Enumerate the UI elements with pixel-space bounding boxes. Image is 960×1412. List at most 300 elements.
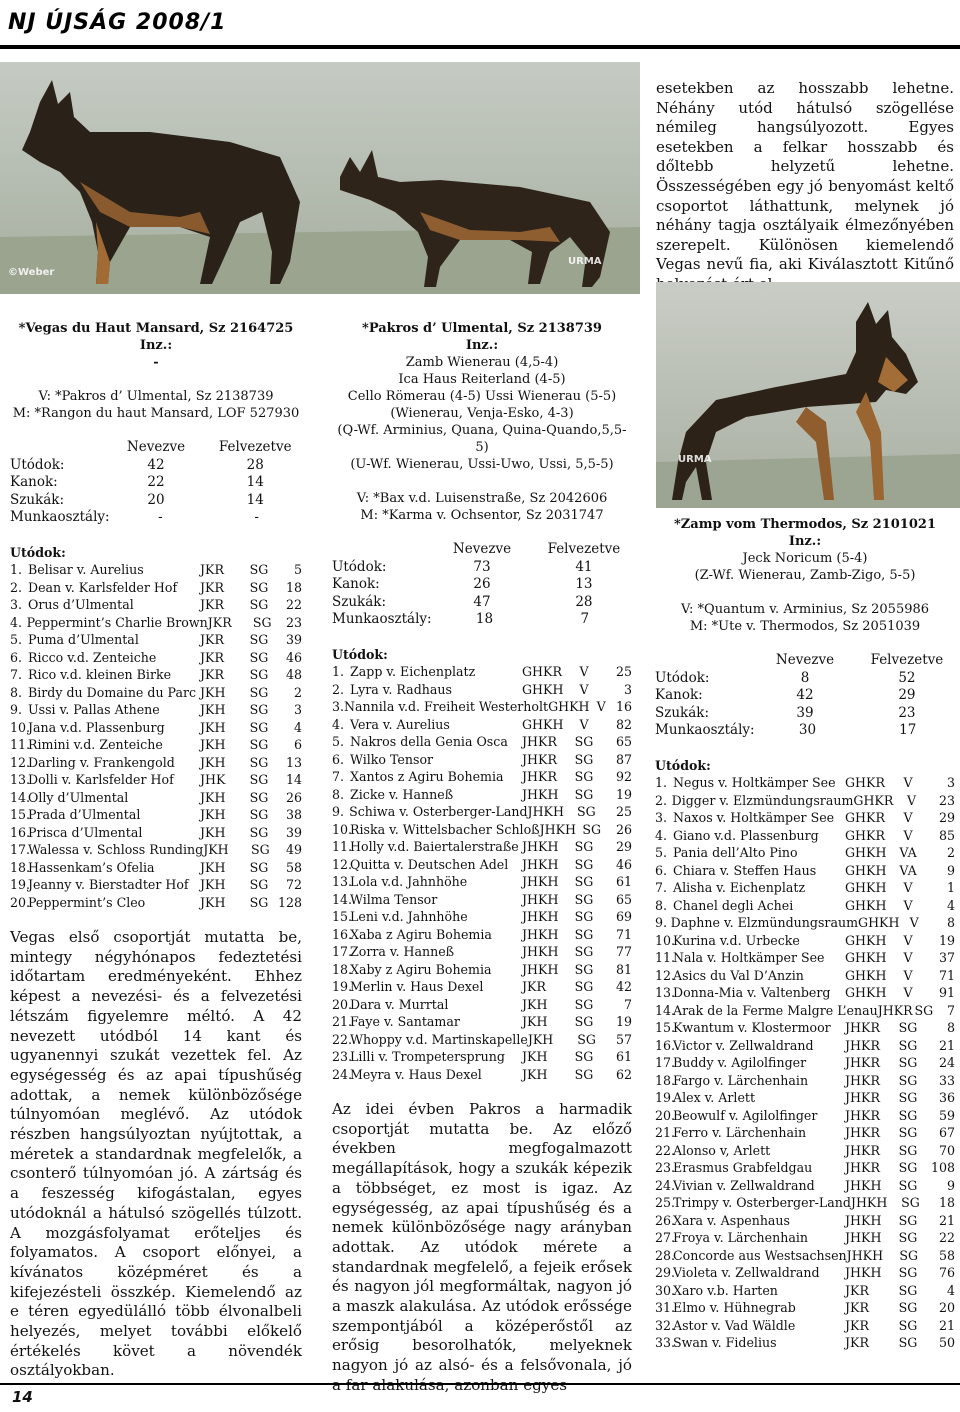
list-number: 13.: [655, 985, 676, 1000]
list-item: [10, 771, 302, 789]
list-rank: 82: [615, 716, 632, 732]
list-rank: 6: [293, 737, 302, 752]
stats-head-shown: Felvezetve: [547, 541, 621, 557]
list-rank: 4: [293, 719, 302, 735]
stats-label: Szukák:: [332, 593, 387, 610]
stats-shown: 52: [898, 669, 916, 686]
list-name: Daphne v. Elzmündungsraum: [670, 915, 859, 930]
list-class: GHKH: [548, 699, 590, 714]
list-number: 3.: [332, 699, 345, 714]
list-name: Dolli v. Karlsfelder Hof: [28, 772, 174, 787]
dog-photo-zamp: [656, 282, 960, 508]
list-number: 7.: [655, 880, 668, 895]
list-number: 13.: [10, 772, 31, 787]
list-class: GHKH: [845, 985, 887, 1000]
list-class: JHKH: [522, 891, 559, 907]
list-grade: SG: [898, 1125, 918, 1140]
list-rank: 65: [615, 891, 632, 907]
list-item: [332, 978, 632, 996]
list-name: Giano v.d. Plassenburg: [673, 827, 819, 843]
stats-header: [10, 439, 302, 457]
list-name: Faye v. Santamar: [350, 1014, 460, 1029]
list-item: [655, 809, 955, 827]
list-grade: SG: [574, 944, 594, 959]
list-grade: SG: [249, 702, 269, 717]
list-name: Holly v.d. Baiertalerstraße: [350, 839, 519, 854]
list-grade: VA: [899, 862, 917, 878]
stats-shown: 41: [575, 558, 593, 575]
list-name: Prada d’Ulmental: [28, 807, 141, 822]
offspring-list: [10, 561, 302, 911]
stats-header: [332, 541, 632, 559]
list-item: [332, 716, 632, 734]
list-class: GHKH: [845, 932, 887, 948]
list-number: 14.: [332, 891, 353, 907]
list-class: GHKH: [845, 967, 887, 983]
list-grade: SG: [249, 667, 269, 682]
list-grade: SG: [914, 1002, 934, 1018]
stats-row: [332, 594, 632, 612]
list-grade: SG: [249, 632, 269, 647]
list-name: Nannila v.d. Freiheit Westerholt: [344, 699, 549, 714]
list-name: Jeanny v. Bierstadter Hof: [28, 877, 189, 892]
list-item: [10, 666, 302, 684]
list-number: 12.: [332, 856, 353, 872]
stats-row: [10, 509, 302, 527]
list-class: JHKH: [522, 856, 559, 872]
list-rank: 23: [938, 792, 955, 808]
list-number: 10.: [332, 821, 353, 837]
stats-row: [10, 457, 302, 475]
list-number: 19.: [10, 877, 31, 892]
stats-row: [655, 687, 955, 705]
stats-shown: 14: [246, 474, 264, 490]
body-text: Vegas első csoportját mutatta be, mintegy négyhónapos fedeztetési időtartam eredményeként. Ehhez képest a nevezési- és a felvezetési létszám figyelemre méltó. A 42 nevezett utódból 14 kant és ugyanennyi szukát vezettek fel. Az egységesség és az apai típushűség adottak, a nemek különbözősége túlnyomóan meglévő. Az utódok részben hangsúlyoztan nyújtottak, a méretek a standardnak megfelelők, a csonterő túlnyomóan jó. A zártság és a feszesség kifogástalan, egyes utódoknál a hátulsó szögellés túlzott. A mozgásfolyamat erőteljes és folyamatos. A csoport előnyei, a kívánatos középméret és a kifejezésteli összkép. Kiemelendő az e téren egyedülálló több élvonalbeli helyezés, melyet további előkelő értékelés követ a növendék osztályokban.: [10, 928, 302, 1380]
list-rank: 4: [946, 1282, 955, 1298]
list-grade: SG: [574, 751, 594, 767]
list-item: [332, 838, 632, 856]
list-item: [10, 754, 302, 772]
list-grade: V: [596, 699, 606, 714]
list-rank: 19: [615, 1014, 632, 1029]
list-name: Rimini v.d. Zenteiche: [28, 737, 163, 752]
list-name: Lola v.d. Jahnhöhe: [350, 874, 468, 889]
list-number: 8.: [10, 684, 23, 700]
list-class: GHKR: [522, 664, 562, 679]
list-name: Alex v. Arlett: [673, 1090, 756, 1105]
photo-watermark: URMA: [568, 256, 602, 267]
list-rank: 2: [293, 684, 302, 700]
list-rank: 26: [285, 789, 302, 805]
list-number: 10.: [655, 932, 676, 948]
list-number: 20.: [332, 996, 353, 1012]
list-number: 32.: [655, 1317, 676, 1333]
stats-head-entered: Nevezve: [126, 439, 186, 455]
list-class: JKR: [200, 562, 224, 577]
list-rank: 25: [615, 804, 632, 819]
list-name: Birdy du Domaine du Parc: [28, 684, 197, 700]
list-item: [332, 768, 632, 786]
list-grade: SG: [898, 1090, 918, 1105]
list-name: Zorra v. Hanneß: [350, 944, 455, 959]
list-rank: 77: [615, 944, 632, 959]
list-item: [332, 1048, 632, 1066]
list-rank: 22: [938, 1230, 955, 1245]
list-rank: 4: [946, 897, 955, 913]
column-vegas: [10, 320, 302, 1381]
list-grade: SG: [898, 1265, 918, 1280]
list-name: Arak de la Ferme Malgre L’enau: [673, 1002, 878, 1018]
list-grade: SG: [574, 1049, 594, 1064]
list-class: JHKH: [527, 804, 564, 819]
list-rank: 39: [285, 632, 302, 647]
list-grade: SG: [574, 909, 594, 924]
stats-shown: 7: [580, 611, 590, 627]
list-name: Naxos v. Holtkämper See: [673, 810, 835, 825]
list-name: Beowulf v. Agilolfinger: [673, 1107, 818, 1123]
stats-head-entered: Nevezve: [452, 541, 512, 557]
list-rank: 21: [938, 1037, 955, 1053]
list-class: GHKH: [858, 915, 900, 930]
list-class: JKR: [845, 1300, 869, 1315]
list-number: 3.: [10, 597, 23, 612]
list-number: 33.: [655, 1335, 676, 1350]
list-class: JKH: [200, 719, 226, 735]
stats-shown: 28: [575, 593, 593, 610]
inz-line: Cello Römerau (4-5) Ussi Wienerau (5-5): [347, 389, 617, 404]
dog-name: *Zamp vom Thermodos, Sz 2101021: [673, 517, 936, 532]
list-grade: SG: [901, 1195, 920, 1210]
photo-watermark: URMA: [678, 454, 712, 465]
list-item: [10, 736, 302, 754]
list-rank: 19: [615, 786, 632, 802]
list-item: [10, 824, 302, 842]
inz-label: Inz.:: [465, 338, 499, 353]
stats-shown: 13: [575, 576, 593, 592]
list-rank: 19: [938, 932, 955, 948]
list-class: JHKH: [522, 961, 559, 977]
list-name: Rico v.d. kleinen Birke: [28, 667, 172, 682]
list-class: JHKH: [522, 874, 559, 889]
list-item: [10, 841, 302, 859]
list-rank: 24: [938, 1055, 955, 1070]
list-class: JKR: [522, 979, 546, 994]
list-class: JHKR: [845, 1125, 880, 1140]
stats-head-shown: Felvezetve: [218, 439, 292, 455]
list-name: Zapp v. Eichenplatz: [350, 664, 476, 679]
list-rank: 72: [285, 877, 302, 892]
list-item: [332, 873, 632, 891]
list-class: JKH: [200, 789, 226, 805]
stats-row: [655, 670, 955, 688]
inz-line: (Q-Wf. Arminius, Quana, Quina-Quando,5,5-5): [337, 423, 627, 455]
list-name: Ussi v. Pallas Athene: [28, 702, 160, 717]
list-item: [655, 1054, 955, 1072]
list-grade: V: [909, 915, 919, 930]
list-rank: 7: [623, 996, 632, 1012]
list-class: JHKR: [522, 734, 557, 749]
list-number: 11.: [332, 839, 353, 854]
list-name: Swan v. Fidelius: [673, 1335, 777, 1350]
list-class: JHKR: [845, 1037, 880, 1053]
list-grade: V: [903, 775, 913, 790]
list-name: Alonso v, Arlett: [673, 1142, 771, 1158]
list-number: 27.: [655, 1230, 676, 1245]
list-class: JHKH: [850, 1195, 888, 1210]
list-rank: 25: [615, 664, 632, 679]
list-number: 18.: [332, 961, 353, 977]
list-class: GHKH: [845, 897, 887, 913]
inz-line: Zamb Wienerau (4,5-4): [405, 355, 559, 370]
list-rank: 71: [615, 926, 632, 942]
inz-value: -: [153, 355, 159, 370]
list-grade: SG: [574, 874, 594, 889]
list-item: [655, 879, 955, 897]
list-name: Dara v. Murrtal: [350, 996, 449, 1012]
stats-entered: 42: [796, 687, 814, 703]
inz-label: Inz.:: [139, 338, 173, 353]
list-item: [10, 719, 302, 737]
list-name: Buddy v. Agilolfinger: [673, 1055, 807, 1070]
list-grade: SG: [577, 1031, 596, 1047]
list-item: [655, 774, 955, 792]
list-grade: SG: [249, 684, 269, 700]
stats-label: Utódok:: [332, 558, 387, 575]
list-class: GHKH: [522, 716, 564, 732]
list-name: Kwantum v. Klostermoor: [673, 1020, 831, 1035]
intro-text: esetekben az hosszabb lehetne. Néhány utód hátulsó szögellése némileg hangsúlyozott. Egyes esetekben a felkar hosszabb és dőltebb helyzetű lehetne. Összességében egy jó benyomást keltő csoportot láthattunk, melynek jó néhány tagja osztályaik élmezőnyében szerepelt. Különösen kiemelendő Vegas nevű fia, aki Kiválasztott Kitűnő: [656, 79, 954, 274]
list-name: Chiara v. Steffen Haus: [673, 862, 817, 878]
list-item: [655, 827, 955, 845]
list-name: Wilko Tensor: [350, 751, 434, 767]
list-item: [655, 949, 955, 967]
stats-label: Munkaosztály:: [10, 509, 110, 525]
stats-spacer: [655, 652, 751, 670]
list-item: [655, 984, 955, 1002]
list-rank: 42: [615, 979, 632, 994]
list-item: [332, 663, 632, 681]
list-grade: SG: [249, 649, 269, 665]
list-title: Utódok:: [332, 646, 388, 662]
list-rank: 59: [938, 1107, 955, 1123]
list-rank: 8: [946, 915, 955, 930]
stats-label: Munkaosztály:: [655, 722, 755, 738]
list-class: JKH: [200, 702, 226, 717]
list-grade: SG: [898, 1212, 918, 1228]
stats-entered: 22: [147, 474, 165, 490]
inz-line: Jeck Noricum (5-4): [742, 551, 868, 566]
list-rank: 8: [946, 1020, 955, 1035]
list-name: Vivian v. Zellwaldrand: [673, 1177, 815, 1193]
list-grade: SG: [898, 1317, 918, 1333]
list-rank: 92: [615, 769, 632, 784]
list-grade: SG: [899, 1247, 919, 1263]
list-number: 7.: [10, 667, 23, 682]
list-item: [332, 751, 632, 769]
list-class: JKR: [200, 632, 224, 647]
list-class: JHKR: [522, 769, 557, 784]
list-item: [655, 1002, 955, 1020]
list-rank: 3: [623, 681, 632, 697]
list-rank: 50: [938, 1335, 955, 1350]
list-name: Xaby z Agiru Bohemia: [350, 961, 492, 977]
list-item: [655, 844, 955, 862]
list-class: JHKR: [845, 1142, 880, 1158]
list-class: JHKH: [522, 909, 559, 924]
stats-label: Utódok:: [10, 456, 65, 473]
list-grade: SG: [898, 1020, 918, 1035]
list-item: [332, 908, 632, 926]
list-rank: 9: [946, 862, 955, 878]
list-class: GHKR: [845, 810, 885, 825]
list-item: [655, 1159, 955, 1177]
stats-row: [332, 576, 632, 594]
list-grade: SG: [582, 821, 602, 837]
list-class: JHKR: [522, 751, 557, 767]
list-item: [655, 1072, 955, 1090]
list-grade: V: [903, 932, 913, 948]
list-grade: SG: [898, 1142, 918, 1158]
list-grade: SG: [249, 579, 269, 595]
list-rank: 33: [938, 1072, 955, 1088]
list-grade: V: [903, 967, 913, 983]
list-number: 18.: [10, 859, 31, 875]
list-rank: 76: [938, 1265, 955, 1280]
list-item: [10, 579, 302, 597]
page-number: 14: [12, 1388, 33, 1406]
list-number: 7.: [332, 769, 345, 784]
list-name: Xaro v.b. Harten: [673, 1282, 778, 1298]
list-name: Prisca d’Ulmental: [28, 824, 143, 840]
stats-entered: 47: [473, 593, 491, 610]
list-number: 17.: [10, 842, 31, 857]
stats-entered: 26: [473, 576, 491, 592]
list-item: [332, 856, 632, 874]
list-item: [655, 1177, 955, 1195]
list-class: JHKR: [845, 1020, 880, 1035]
stats-row: [332, 559, 632, 577]
list-name: Nala v. Holtkämper See: [673, 950, 825, 965]
list-item: [655, 1019, 955, 1037]
list-class: JHKR: [845, 1107, 880, 1123]
list-grade: SG: [898, 1282, 918, 1298]
list-grade: SG: [898, 1300, 918, 1315]
list-number: 9.: [332, 804, 345, 819]
list-grade: SG: [574, 734, 594, 749]
list-number: 1.: [332, 664, 345, 679]
list-number: 11.: [655, 950, 676, 965]
stats-label: Munkaosztály:: [332, 611, 432, 627]
stats-row: [332, 611, 632, 629]
list-number: 13.: [332, 874, 353, 889]
list-class: GHKH: [845, 950, 887, 965]
stats-head-entered: Nevezve: [775, 652, 835, 668]
list-name: Xara v. Aspenhaus: [673, 1212, 791, 1228]
list-name: Xaba z Agiru Bohemia: [350, 926, 492, 942]
list-name: Alisha v. Eichenplatz: [673, 880, 806, 895]
list-item: [332, 698, 632, 716]
list-item: [655, 1334, 955, 1352]
list-rank: 22: [285, 597, 302, 612]
list-item: [655, 914, 955, 932]
stats-entered: 30: [798, 722, 817, 738]
list-rank: 46: [615, 856, 632, 872]
list-item: [655, 1107, 955, 1125]
list-rank: 14: [285, 772, 302, 787]
list-grade: SG: [249, 772, 269, 787]
stats-entered: 73: [473, 558, 491, 575]
list-number: 22.: [655, 1142, 676, 1158]
list-number: 1.: [655, 775, 668, 790]
list-class: JHKR: [845, 1160, 880, 1175]
list-number: 14.: [655, 1002, 676, 1018]
list-name: Concorde aus Westsachsen: [673, 1247, 847, 1263]
list-grade: SG: [574, 961, 594, 977]
list-item: [655, 792, 955, 810]
list-class: JKR: [200, 649, 224, 665]
list-grade: V: [903, 880, 913, 895]
list-rank: 57: [615, 1031, 632, 1047]
list-number: 5.: [332, 734, 345, 749]
list-item: [655, 932, 955, 950]
list-item: [332, 733, 632, 751]
list-grade: SG: [249, 894, 269, 910]
list-name: Elmo v. Hühnegrab: [673, 1300, 796, 1315]
list-class: JKR: [200, 597, 224, 612]
list-number: 4.: [655, 827, 668, 843]
list-number: 2.: [332, 681, 345, 697]
list-name: Froya v. Lärchenhain: [673, 1230, 808, 1245]
list-item: [655, 1194, 955, 1212]
dam: M: *Karma v. Ochsentor, Sz 2031747: [360, 508, 604, 523]
list-number: 19.: [655, 1090, 676, 1105]
list-rank: 16: [615, 699, 632, 714]
list-name: Puma d’Ulmental: [28, 632, 139, 647]
list-number: 9.: [655, 915, 668, 930]
list-class: JKH: [200, 894, 226, 910]
stats-head-shown: Felvezetve: [870, 652, 944, 668]
list-name: Ricco v.d. Zenteiche: [28, 649, 157, 665]
list-name: Ferro v. Lärchenhain: [673, 1125, 807, 1140]
list-grade: SG: [249, 754, 269, 770]
list-grade: SG: [574, 786, 594, 802]
stats-spacer: [332, 541, 428, 559]
list-item: [10, 859, 302, 877]
list-name: Walessa v. Schloss Runding: [28, 842, 204, 857]
list-class: JHKH: [522, 786, 559, 802]
list-rank: 21: [938, 1317, 955, 1333]
list-class: JHK: [200, 772, 226, 787]
stats-label: Utódok:: [655, 669, 710, 686]
list-class: JHKR: [845, 1072, 880, 1088]
list-item: [655, 1264, 955, 1282]
list-grade: SG: [898, 1177, 918, 1193]
stats-entered: 42: [147, 456, 165, 473]
list-class: JKH: [522, 996, 548, 1012]
stats-entered: 18: [475, 611, 494, 627]
list-name: Pania dell’Alto Pino: [673, 845, 798, 860]
list-item: [332, 926, 632, 944]
list-grade: SG: [249, 597, 269, 612]
list-name: Wilma Tensor: [350, 891, 438, 907]
list-number: 10.: [10, 719, 31, 735]
list-grade: SG: [898, 1072, 918, 1088]
list-number: 3.: [655, 810, 668, 825]
list-rank: 26: [615, 821, 632, 837]
list-class: JKR: [845, 1317, 869, 1333]
stats-shown: 17: [899, 722, 917, 738]
list-item: [10, 876, 302, 894]
